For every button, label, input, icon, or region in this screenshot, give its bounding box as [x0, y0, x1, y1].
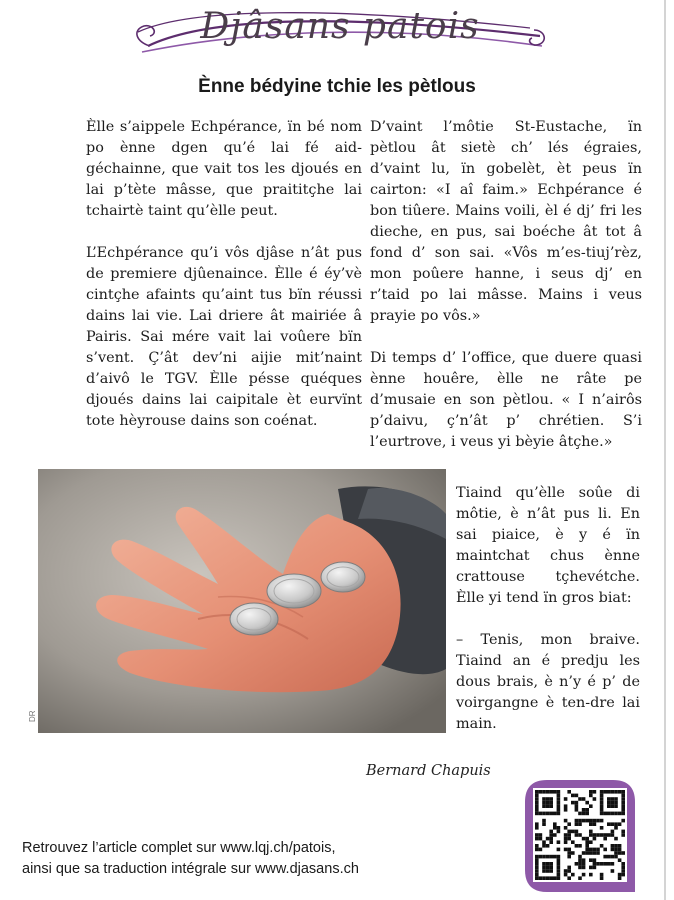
- article-photo: [38, 469, 446, 733]
- article-column-right: [370, 117, 642, 453]
- paragraph: Di temps d’ l’office, que duere quasi ènne houêre, èlle ne râte pe d’musaie en son pètlou. « I n’airôs p’daivu, ç’n’ât p’ chrétien. S’i l’eurtrove, i veus yi bèyie âtçhe.»: [370, 350, 642, 450]
- paragraph: Èlle s’aippele Echpérance, ïn bé nom po ènne dgen qu’é lai fé aid-géchainne, que vait tos les djoués en lai p’tète mâsse, que praititçhe lai tchairtè taint qu’èlle peut.: [86, 119, 362, 219]
- paragraph: D’vaint l’môtie St-Eustache, ïn pètlou ât sietè ch’ lés égraies, d’vaint lu, ïn gobelèt, èt peus ïn cairton: «I aî faim.» Echpérance é bon tiûere. Mains voili, èl é dj’ fri les dieche, en pus, sai boéche ât tot â fond d’ son sai. «Vôs m’es-tiuj’rèz, mon poûere hanne, i seus dj’ en r’taid po lai mâsse. Mains i veus prayie po vôs.»: [370, 119, 642, 324]
- qr-code-icon: [525, 780, 635, 892]
- masthead-title: Djâsans patois: [200, 6, 480, 47]
- paragraph: Tiaind qu’èlle soûe di môtie, è n’ât pus li. En sai piaice, è y é ïn maintchat chus ènne crattouse tçhevétche. Èlle yi tend ïn gros biat:: [456, 485, 640, 606]
- article-column-left: [86, 117, 362, 432]
- paragraph: – Tenis, mon braive. Tiaind an é predju les dous brais, è n’y é p’ de voirgangne è ten-dre lai main.: [456, 632, 640, 732]
- hand-with-coins-image: [38, 469, 446, 733]
- qr-code-badge[interactable]: [525, 780, 635, 892]
- footer-note: [22, 838, 359, 880]
- article-headline: Ènne bédyine tchie les pètlous: [198, 76, 476, 97]
- footer-line: ainsi que sa traduction intégrale sur www.djasans.ch: [22, 861, 359, 877]
- footer-line: Retrouvez l’article complet sur www.lqj.ch/patois,: [22, 840, 336, 856]
- author-byline: Bernard Chapuis: [366, 763, 491, 779]
- paragraph: L’Echpérance qu’i vôs djâse n’ât pus de premiere djûenaince. Èlle é éy’vè cintçhe afaints qu’aint tus bïn réussi dains lai vie. Lai driere ât mairiée â Pairis. Sai mére vait lai voûere bïn s’vent. Ç’ât dev’ni aijie mit’naint d’aivô le TGV. Èlle pésse quéques djoués dains lai caipitale èt eurvïnt tote hèyrouse dains son coénat.: [86, 245, 362, 429]
- masthead: [130, 2, 550, 62]
- article-column-bottom: [456, 483, 640, 735]
- page-edge-rule: [664, 0, 666, 900]
- photo-credit: DR: [28, 710, 37, 722]
